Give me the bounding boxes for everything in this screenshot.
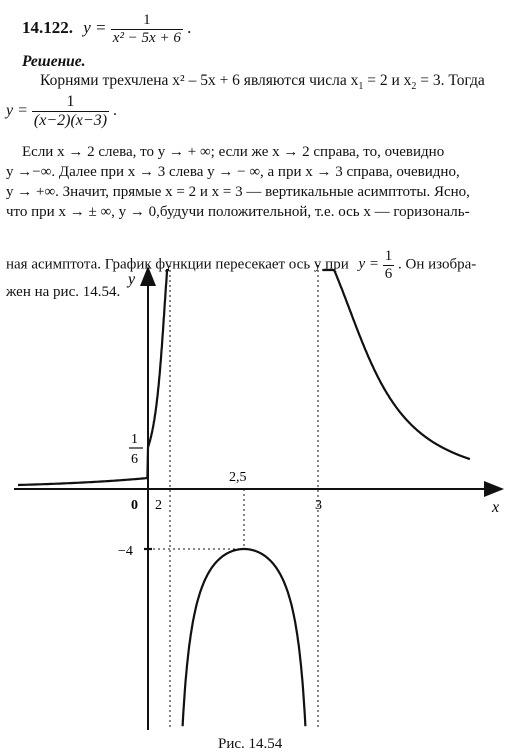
- p2-line-4: что при x → ± ∞, y → 0,будучи положительной, т.е. ось x — горизональ-: [6, 204, 470, 220]
- p3-frac-den: 6: [384, 265, 393, 282]
- problem-lhs: y =: [83, 17, 107, 37]
- p3-text-a: ная асимптота. График функции пересекает ось y при: [6, 256, 349, 273]
- tick-label-2: 2: [155, 498, 162, 513]
- curve-left-branch: [18, 270, 169, 485]
- p3-line-2: жен на рис. 14.54.: [6, 284, 121, 300]
- origin-label: 0: [131, 498, 138, 513]
- solution-label: Решение.: [22, 53, 86, 70]
- tick-label-3: 3: [315, 498, 322, 513]
- p3-frac-lhs: y =: [358, 256, 380, 273]
- tick-label-y-neg4: −4: [118, 544, 133, 559]
- p1-text-e: = 3. Тогда: [416, 72, 485, 89]
- formula2-end: .: [113, 101, 118, 119]
- p3-fraction: [383, 248, 395, 282]
- problem-header: [22, 12, 191, 46]
- p1-sub-1: 1: [358, 81, 364, 93]
- formula2-numerator: 1: [66, 93, 75, 110]
- p1-text-a: Корнями трехчлена x² – 5x + 6 являются числа x: [40, 72, 359, 89]
- paragraph-3: [6, 248, 476, 282]
- p1-sub-2: 2: [411, 81, 417, 93]
- paragraph-2: [6, 142, 526, 222]
- figure-caption: Рис. 14.54: [218, 736, 283, 752]
- p2-line-1: Если x → 2 слева, то y → + ∞; если же x → 2 справа, то, очевидно: [22, 144, 445, 160]
- problem-numerator: 1: [143, 12, 151, 28]
- formula2-denominator: (x−2)(x−3): [33, 111, 108, 129]
- formula2-fraction: [32, 93, 109, 129]
- y-axis-label: y: [128, 271, 136, 288]
- tick-label-2-5: 2,5: [229, 470, 247, 485]
- x-axis-label: x: [492, 499, 500, 516]
- formula2-lhs: y =: [6, 101, 28, 119]
- p3-frac-num: 1: [384, 248, 393, 264]
- p3-text-b: . Он изобра-: [398, 256, 477, 273]
- problem-denominator: x² − 5x + 6: [112, 29, 181, 46]
- p2-line-3: y → +∞. Значит, прямые x = 2 и x = 3 — вертикальные асимптоты. Ясно,: [6, 184, 470, 200]
- problem-end: .: [187, 17, 192, 37]
- curve-middle-branch: [183, 549, 306, 726]
- formula-2: [6, 93, 117, 129]
- p2-line-2: y →−∞. Далее при x → 3 слева y → − ∞, а при x → 3 справа, очевидно,: [6, 164, 460, 180]
- p1-text-c: = 2 и x: [363, 72, 412, 89]
- tick-label-y-frac-num: 1: [131, 432, 138, 447]
- problem-number: 14.122.: [22, 17, 73, 37]
- tick-label-y-frac-den: 6: [131, 452, 138, 467]
- curve-right-branch: [322, 270, 470, 459]
- problem-fraction: [111, 12, 183, 46]
